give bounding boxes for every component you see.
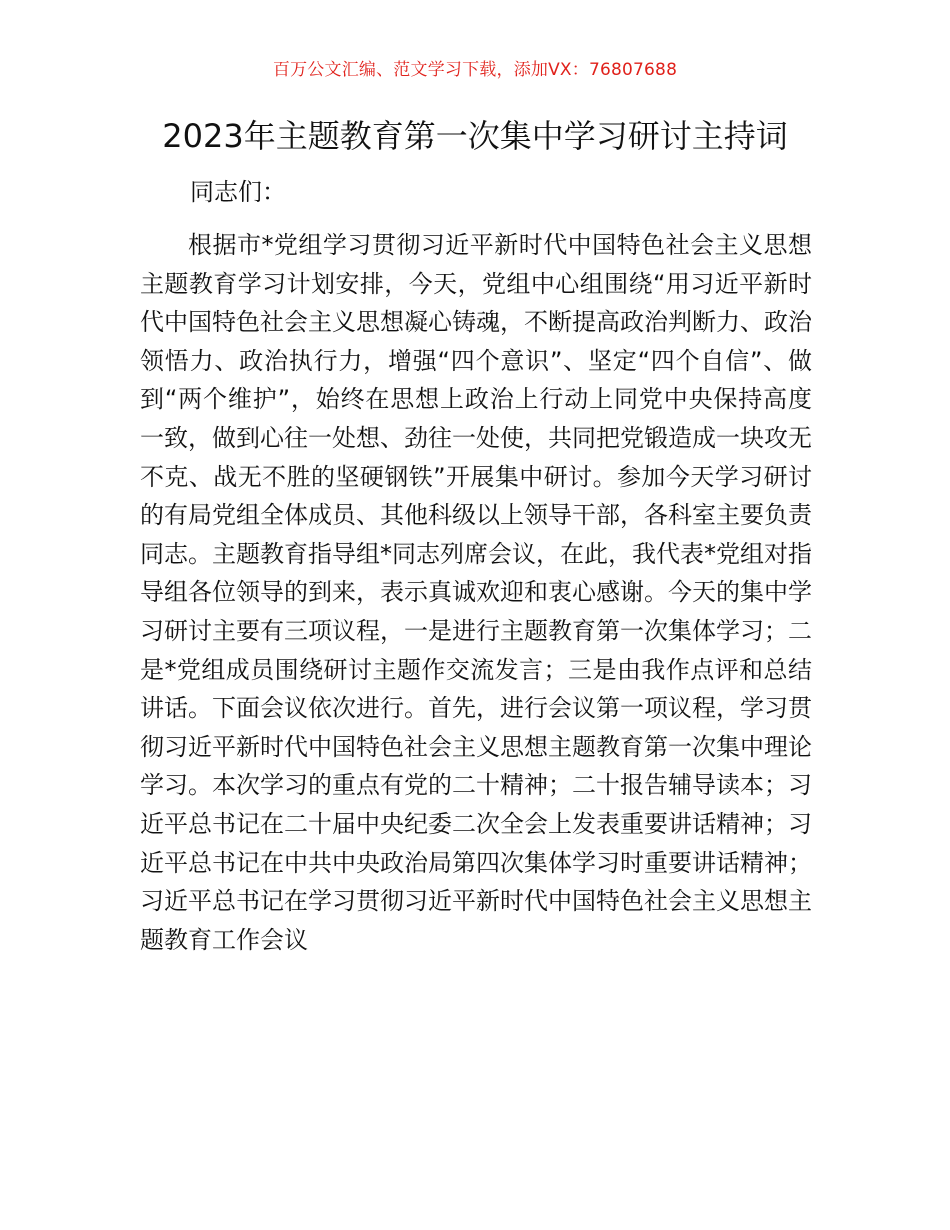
watermark-header: 百万公文汇编、范文学习下载，添加VX：76807688 xyxy=(272,60,678,80)
document-title: 2023年主题教育第一次集中学习研讨主持词 xyxy=(162,117,788,155)
body-paragraph: 根据市*党组学习贯彻习近平新时代中国特色社会主义思想主题教育学习计划安排，今天，党组中心组围绕“用习近平新时代中国特色社会主义思想凝心铸魂，不断提高政治判断力、政治领悟力、政治执行力，增强“四个意识”、坚定“四个自信”、做到“两个维护”，始终在思想上政治上行动上同党中央保持高度一致，做到心往一处想、劲往一处使，共同把党锻造成一块攻无不克、战无不胜的坚硬钢铁”开展集中研讨。参加今天学习研讨的有局党组全体成员、其他科级以上领导干部，各科室主要负责同志。主题教育指导组*同志列席会议，在此，我代表*党组对指导组各位领导的到来，表示真诚欢迎和衷心感谢。今天的集中学习研讨主要有三项议程，一是进行主题教育第一次集体学习；二是*党组成员围绕研讨主题作交流发言；三是由我作点评和总结讲话。下面会议依次进行。首先，进行会议第一项议程，学习贯彻习近平新时代中国特色社会主义思想主题教育第一次集中理论学习。本次学习的重点有党的二十精神；二十报告辅导读本；习近平总书记在二十届中央纪委二次全会上发表重要讲话精神；习近平总书记在中共中央政治局第四次集体学习时重要讲话精神；习近平总书记在学习贯彻习近平新时代中国特色社会主义思想主题教育工作会议 xyxy=(140,231,812,954)
salutation: 同志们： xyxy=(190,178,286,206)
